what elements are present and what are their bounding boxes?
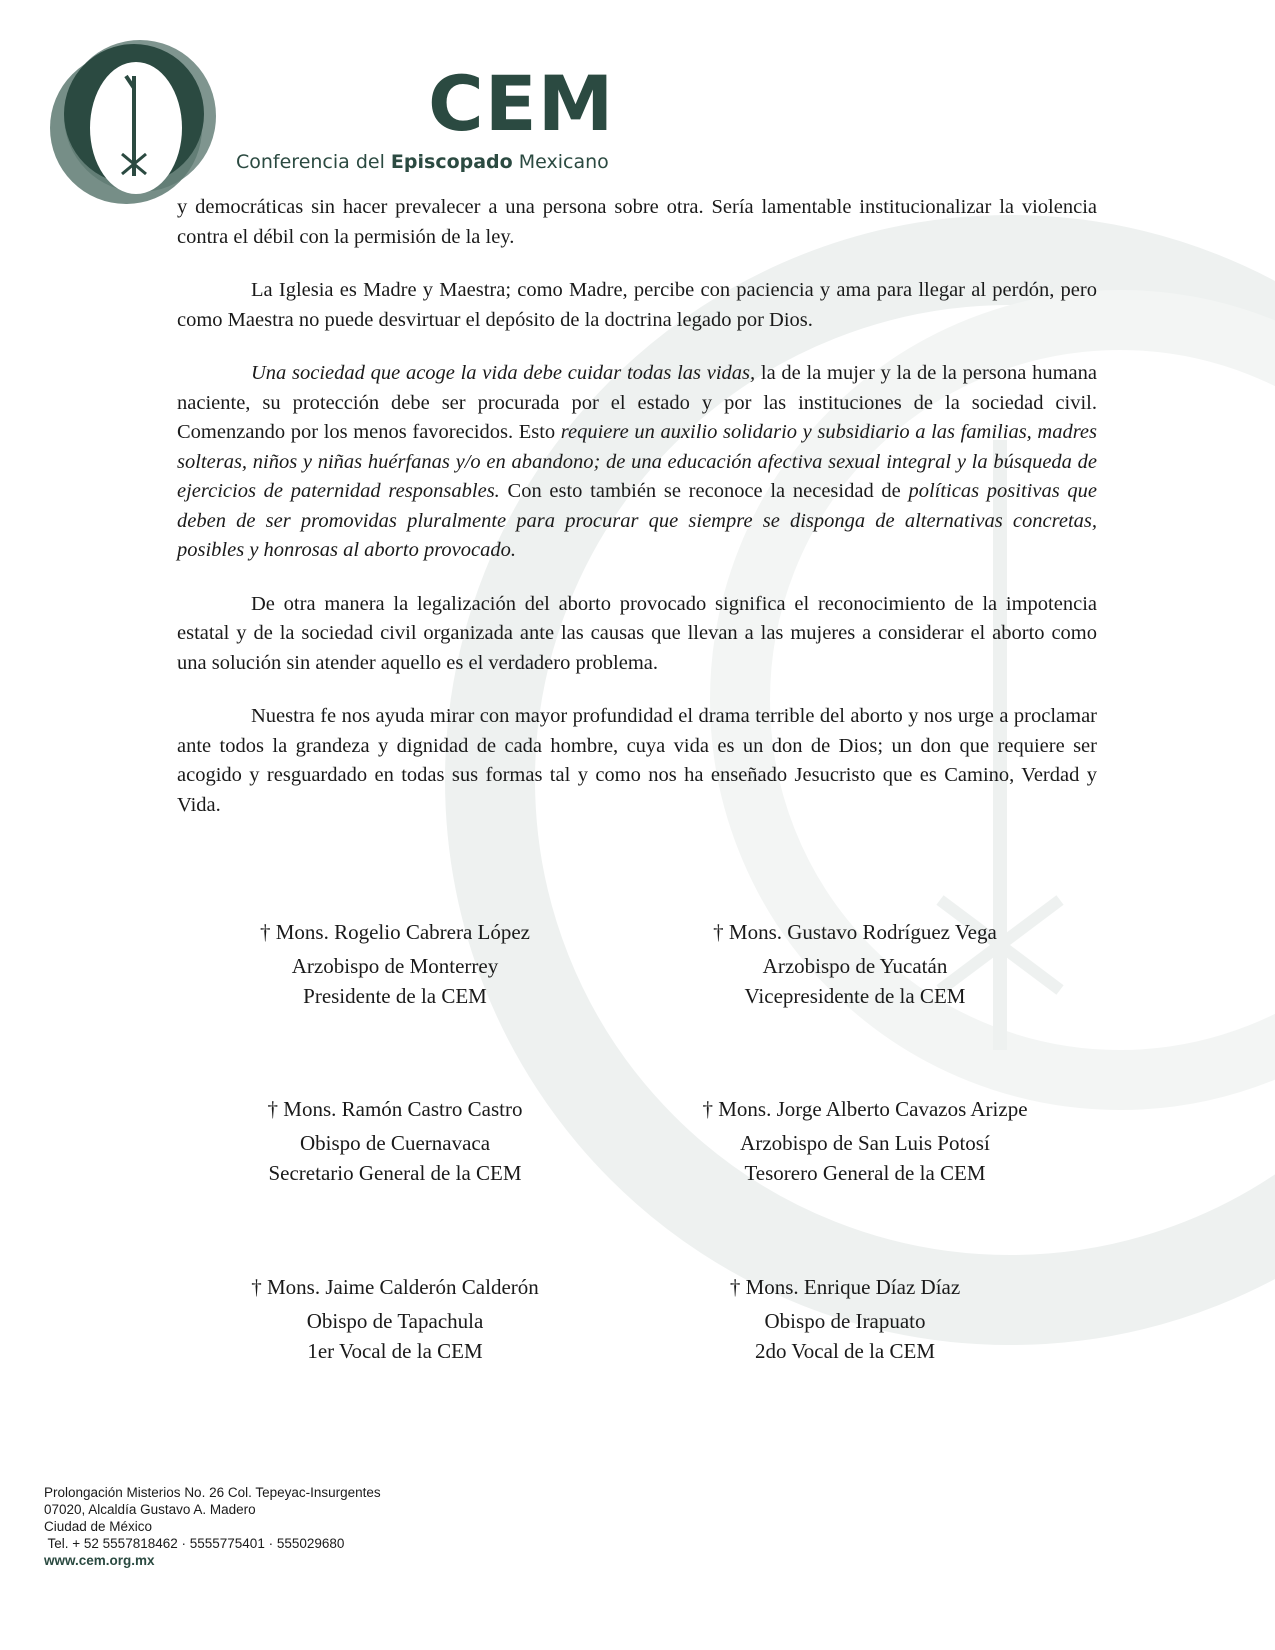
paragraph-5: Nuestra fe nos ayuda mirar con mayor profundidad el drama terrible del aborto y nos urge a proclamar ante todos la grandeza y dignidad de cada hombre, cuya vida es un don de Dios; un don que requiere ser acogido y resguardado en todas sus formas tal y como nos ha enseñado Jesucristo que es Camino, Verdad y Vida. bbox=[177, 705, 1097, 816]
signer-role: 1er Vocal de la CEM bbox=[307, 1339, 483, 1363]
signer-title: Arzobispo de Monterrey bbox=[291, 954, 499, 978]
signer-title: Obispo de Tapachula bbox=[306, 1309, 484, 1333]
signer-name: † Mons. Jorge Alberto Cavazos Arizpe bbox=[702, 1097, 1028, 1121]
signature-block bbox=[195, 1272, 595, 1366]
signer-role: Tesorero General de la CEM bbox=[744, 1161, 986, 1185]
organization-name: Conferencia del Episcopado Mexicano bbox=[236, 151, 609, 173]
signer-role: Presidente de la CEM bbox=[303, 984, 487, 1008]
paragraph-4: De otra manera la legalización del aborto provocado significa el reconocimiento de la impotencia estatal y de la sociedad civil organizada ante las causas que llevan a las mujeres a considerar el aborto como una solución sin atender aquello es el verdadero problema. bbox=[177, 592, 1097, 674]
signer-name: † Mons. Rogelio Cabrera López bbox=[259, 920, 531, 944]
signer-name: † Mons. Gustavo Rodríguez Vega bbox=[713, 920, 997, 944]
phone-line: Tel. + 52 5557818462 · 5555775401 · 555029680 bbox=[44, 1536, 345, 1551]
footer-address bbox=[44, 1484, 381, 1569]
paragraph-2: La Iglesia es Madre y Maestra; como Madre, percibe con paciencia y ama para llegar al perdón, pero como Maestra no puede desvirtuar el depósito de la doctrina legado por Dios. bbox=[177, 279, 1097, 331]
signature-block bbox=[195, 917, 595, 1011]
signer-title: Obispo de Irapuato bbox=[764, 1309, 926, 1333]
paragraph-1: y democráticas sin hacer prevalecer a una persona sobre otra. Sería lamentable institucionalizar la violencia contra el débil con la permisión de la ley. bbox=[177, 196, 1097, 248]
cem-seal-icon bbox=[46, 36, 226, 208]
website-link[interactable]: www.cem.org.mx bbox=[44, 1553, 155, 1568]
signature-block bbox=[655, 917, 1055, 1011]
address-line: 07020, Alcaldía Gustavo A. Madero bbox=[44, 1502, 256, 1517]
signer-title: Arzobispo de San Luis Potosí bbox=[740, 1131, 990, 1155]
signer-name: † Mons. Jaime Calderón Calderón bbox=[251, 1275, 539, 1299]
signature-block bbox=[645, 1272, 1045, 1366]
signer-title: Arzobispo de Yucatán bbox=[762, 954, 948, 978]
letter-body bbox=[177, 193, 1097, 844]
signer-name: † Mons. Ramón Castro Castro bbox=[267, 1097, 523, 1121]
signer-role: Secretario General de la CEM bbox=[268, 1161, 522, 1185]
signature-block bbox=[195, 1094, 595, 1188]
signature-block bbox=[665, 1094, 1065, 1188]
acronym-logo: CEM bbox=[428, 59, 615, 148]
address-line: Prolongación Misterios No. 26 Col. Tepeyac-Insurgentes bbox=[44, 1485, 381, 1500]
signer-title: Obispo de Cuernavaca bbox=[299, 1131, 491, 1155]
signer-name: † Mons. Enrique Díaz Díaz bbox=[729, 1275, 961, 1299]
paragraph-3: Una sociedad que acoge la vida debe cuidar todas las vidas, la de la mujer y la de la persona humana naciente, su protección debe ser procurada por el estado y por las instituciones de la sociedad civil. Comenzando por los menos favorecidos. Esto requiere un auxilio solidario y subsidiario a las familias, madres solteras, niños y niñas huérfanas y/o en abandono; de una educación afectiva sexual integral y la búsqueda de ejercicios de paternidad responsables. Con esto también se reconoce la necesidad de políticas positivas que deben de ser promovidas pluralmente para procurar que siempre se disponga de alternativas concretas, posibles y honrosas al aborto provocado. bbox=[177, 362, 1098, 561]
address-line: Ciudad de México bbox=[44, 1519, 153, 1534]
signer-role: Vicepresidente de la CEM bbox=[744, 984, 966, 1008]
signer-role: 2do Vocal de la CEM bbox=[754, 1339, 936, 1363]
